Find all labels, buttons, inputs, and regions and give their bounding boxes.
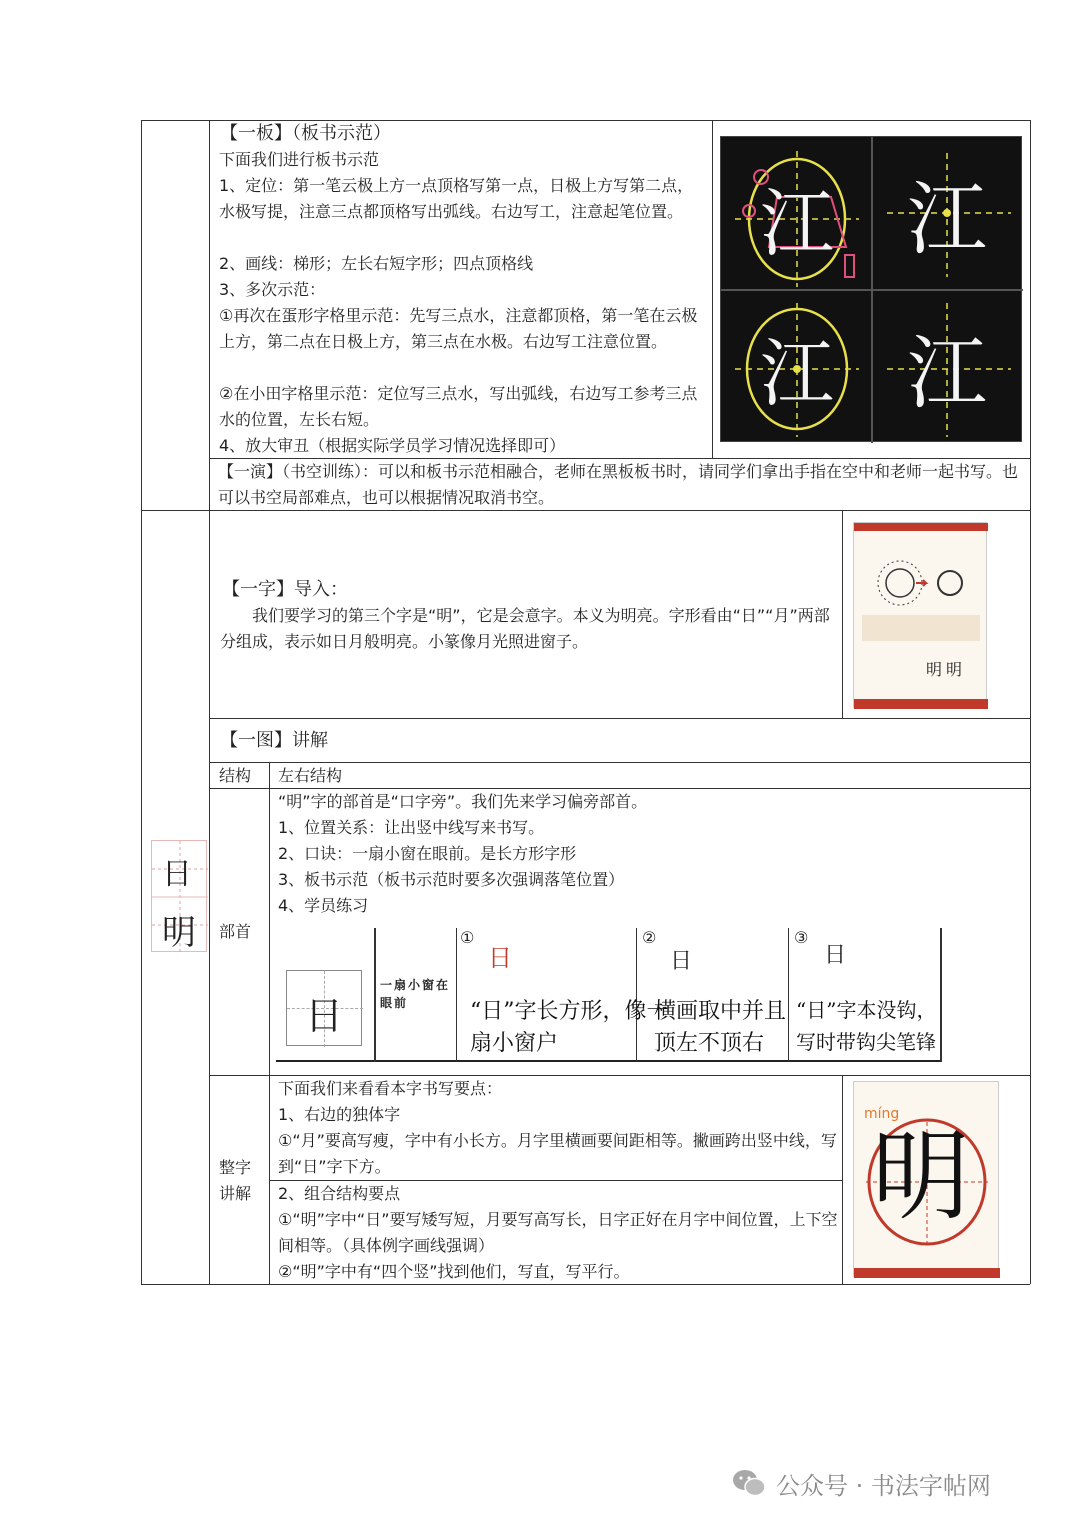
ming-pinyin: míng — [864, 1106, 900, 1122]
struct-value: 左右结构 — [278, 766, 343, 785]
yiban-step2: 2、画线：梯形；左长右短字形；四点顶格线 — [219, 254, 534, 273]
rhyme-text: 一扇小窗在眼前 — [380, 978, 451, 1010]
practice-num-1: ① — [460, 928, 475, 947]
bushou-line-3: 2、口诀：一扇小窗在眼前。是长方形字形 — [278, 844, 577, 863]
zhengzi-line-5: ①“明”字中“日”要写矮写短，月要写高写长，日字正好在月字中间位置，上下空间相等。（具体例字画线强调） — [278, 1210, 838, 1255]
yiyan-text: 【一演】（书空训练）：可以和板书示范相融合，老师在黑板板书时，请同学们拿出手指在空中和老师一起书写。也可以书空局部难点，也可以根据情况取消书空。 — [218, 462, 1019, 507]
sample-grid — [286, 970, 362, 1046]
wechat-icon — [732, 1468, 766, 1498]
left-char-ri: 日 — [162, 857, 192, 892]
yiban-step3: 3、多次示范： — [219, 280, 326, 299]
practice-num-2: ② — [642, 928, 657, 947]
bushou-line-5: 4、学员练习 — [278, 896, 369, 915]
bushou-line-1: “明”字的部首是“口字旁”。我们先来学习偏旁部首。 — [278, 792, 648, 811]
practice-num-3: ③ — [794, 928, 809, 947]
board-panel-4 — [887, 303, 1011, 437]
story-card — [853, 522, 987, 708]
practice-note-1b: 扇小窗户 — [470, 1031, 559, 1056]
zhengzi-line-1: 下面我们来看看本字书写要点： — [278, 1079, 503, 1098]
practice-char-3: 日 — [824, 943, 847, 968]
practice-char-1: 日 — [488, 944, 512, 972]
yiban-title: 【一板】（板书示范） — [220, 123, 391, 144]
zhengzi-label-2: 讲解 — [219, 1184, 252, 1203]
left-char-ming: 明 — [162, 913, 196, 953]
svg-text:江: 江 — [760, 181, 834, 267]
yiban-step4: 4、放大审丑（根据实际学员学习情况选择即可） — [219, 436, 566, 455]
blackboard-photo — [720, 136, 1022, 442]
ming-card — [853, 1081, 999, 1277]
zhengzi-line-3: ①“月”要高写瘦，字中有小长方。月字里横画要间距相等。撇画跨出竖中线，写到“日”字下方。 — [278, 1131, 837, 1176]
yiban-intro: 下面我们进行板书示范 — [219, 150, 380, 169]
board-panel-2 — [887, 153, 1011, 277]
bushou-label: 部首 — [219, 922, 252, 941]
zhengzi-line-6: ②“明”字中有“四个竖”找到他们，写直，写平行。 — [278, 1262, 630, 1281]
yitu-title: 【一图】讲解 — [220, 730, 328, 751]
board-panel-1 — [735, 151, 859, 287]
ming-big-char: 明 — [872, 1120, 971, 1234]
story-card-illustration — [854, 523, 988, 709]
practice-note-2a: 横画取中并且 — [654, 999, 787, 1024]
bushou-line-4: 3、板书示范（板书示范时要多次强调落笔位置） — [278, 870, 625, 889]
svg-text:江: 江 — [907, 173, 987, 266]
bushou-line-2: 1、位置关系：让出竖中线写来书写。 — [278, 818, 545, 837]
practice-sheet — [276, 928, 942, 1062]
yiban-step3b: ②在小田字格里示范：定位写三点水，写出弧线，右边写工参考三点水的位置，左长右短。 — [219, 384, 698, 429]
practice-note-3b: 写时带钩尖笔锋 — [796, 1030, 936, 1054]
footer-watermark: 公众号 · 书法字帖网 — [776, 1472, 991, 1500]
yizi-title: 【一字】导入： — [222, 579, 348, 600]
sample-char: 日 — [305, 994, 344, 1038]
board-panel-3 — [735, 303, 859, 437]
practice-char-2: 日 — [670, 949, 693, 974]
practice-note-1a: “日”字长方形，像一 — [470, 999, 669, 1024]
practice-note-3a: “日”字本没钩， — [796, 998, 937, 1022]
struct-label: 结构 — [219, 766, 252, 785]
yiban-step3a: ①再次在蛋形字格里示范：先写三点水，注意都顶格，第一笔在云极上方，第二点在日极上方，第三点在水极。右边写工注意位置。 — [219, 306, 698, 351]
svg-text:江: 江 — [907, 327, 987, 420]
zhengzi-line-4: 2、组合结构要点 — [278, 1184, 401, 1203]
practice-note-2b: 顶左不顶右 — [654, 1031, 765, 1056]
yiban-step1: 1、定位：第一笔云极上方一点顶格写第一点，日极上方写第二点，水极写提，注意三点都顶格写出弧线。右边写工，注意起笔位置。 — [219, 176, 694, 221]
yizi-body: 我们要学习的第三个字是“明”，它是会意字。本义为明亮。字形看由“日”“月”两部分组成，表示如日月般明亮。小篆像月光照进窗子。 — [220, 606, 830, 651]
blackboard-drawing — [721, 137, 1023, 443]
story-card-chars: 明明 — [926, 660, 967, 679]
zhengzi-label-1: 整字 — [219, 1158, 252, 1177]
svg-text:江: 江 — [760, 331, 834, 417]
left-char-box — [151, 840, 207, 952]
zhengzi-line-2: 1、右边的独体字 — [278, 1105, 401, 1124]
